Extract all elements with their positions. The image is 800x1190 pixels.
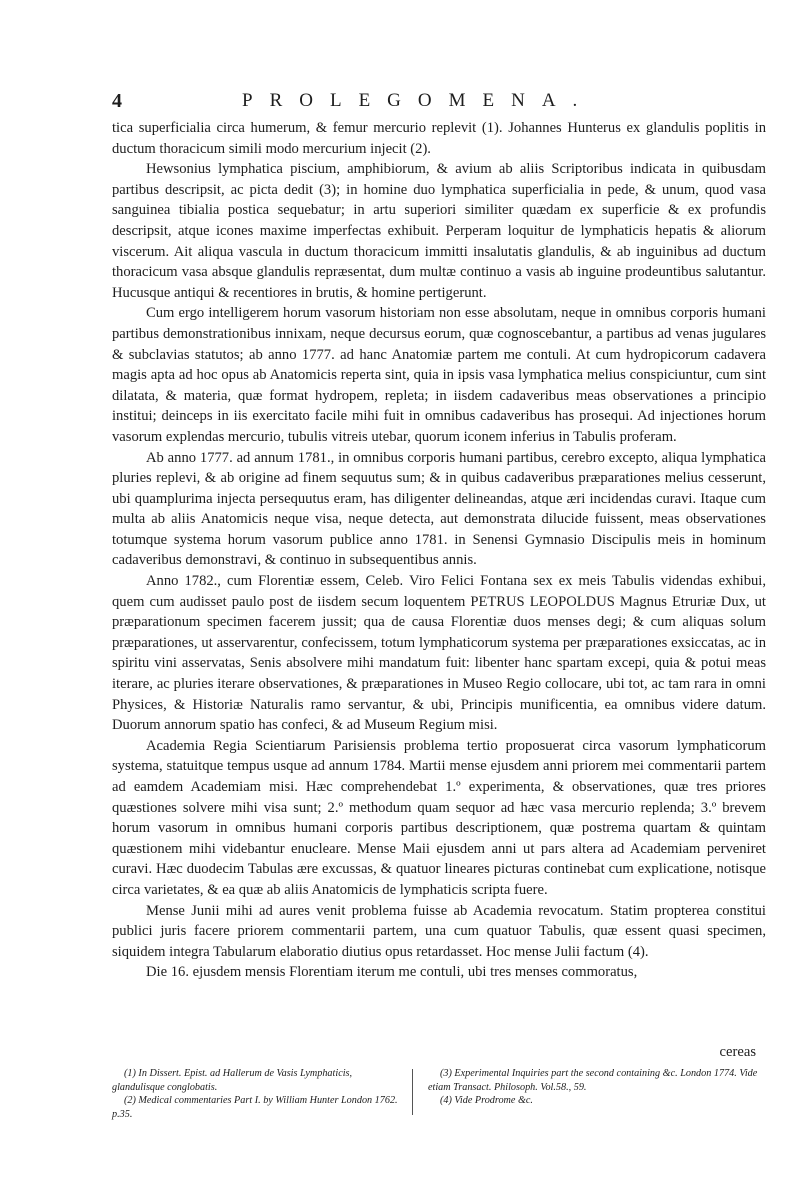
paragraph: Ab anno 1777. ad annum 1781., in omnibus corporis humani partibus, cerebro excepto, aliqua lymphatica pluries replevi, & ab origine ad finem sequutus sum; & in quibus cadaveribus præparationes melius cesserunt, ubi quamplurima injecta persequutus eram, has diligenter delineandas, atque æri incidendas curavi. Itaque cum multa ab aliis Anatomicis neque visa, neque detecta, aut demonstrata dilucide fuissent, meas observationes totumque systema horum vasorum publice anno 1781. in Senensi Gymnasio Discipulis meis in hominum cadaveribus demonstravi, & continuo in subsequentibus annis. [112, 449, 766, 569]
paragraph: Hewsonius lymphatica piscium, amphibiorum, & avium ab aliis Scriptoribus indicata in quibusdam partibus descripsit, ac picta dedit (3); in homine duo lymphatica superficialia in pede, & unum, quod vasa sanguinea tibialia postica sequebatur; in artu superiori similiter quædam ex superficie & ex profundis descripsit, atque icones maxime imperfectas exhibuit. Perperam loquitur de lymphaticis hepatis & aliorum viscerum. Ait aliqua vascula in ductum thoracicum immitti insalutatis glandulis, & ab inguinibus ad ductum thoracicum vasa absque glandulis repræsentat, dum multæ continuo a vasis ab inguine prodeuntibus salutantur. Hucusque antiqui & recentiores in brutis, & homine pertigerunt. [112, 161, 766, 301]
footnote-divider [412, 1069, 413, 1115]
footnote: (4) Vide Prodrome &c. [440, 1095, 533, 1106]
paragraph: Anno 1782., cum Florentiæ essem, Celeb. Viro Felici Fontana sex ex meis Tabulis videndas exhibui, quem cum audisset paulo post de iisdem secum loquentem PETRUS LEOPOLDUS Magnus Etruriæ Dux, ut præparationum specimen facerem jussit; qua de causa Florentiæ duos menses degi; & cum aliquas solum præparationes, ut asservarentur, confecissem, totum lymphaticorum systema per præparationes exsiccatas, ac in spiritu vini asservatas, Senis absolvere mihi mandatum fuit: libenter hanc spartam excepi, quia & potui meas iterare, ac pluries iterare observationes, & præparationes in Museo Regio collocare, ubi tot, ac tam rara in omni Physices, & Historiæ Naturalis ramo servantur, & ubi, Principis munificentia, ea omnibus videre datum. Duorum annorum spatio has confeci, & ad Museum Regium misi. [112, 573, 766, 734]
paragraph: Academia Regia Scientiarum Parisiensis problema tertio proposuerat circa vasorum lymphaticorum systema, statuitque tempus usque ad annum 1784. Martii mense ejusdem anni priorem mei commentarii partem ad eamdem Academiam misi. Hæc comprehendebat 1.º experimenta, & observationes, quæ tres priores quæstiones solvere mihi visa sunt; 2.º methodum quam sequor ad hæc vasa mercurio replenda; 3.º brevem horum vasorum in omnibus humani corporis partibus descriptionem, quæ postrema quartam & quintam quæstionem mihi videbantur enucleare. Mense Maii ejusdem anni ut pars altera ad Academiam perveniret curavi. Hæc duodecim Tabulas ære excussas, & quatuor lineares picturas continebat cum explicatione, notisque circa varietates, & ea quæ ab aliis Anatomicis de lymphaticis scripta fuere. [112, 737, 766, 898]
body-text [112, 118, 766, 983]
footnotes [112, 1067, 760, 1120]
paragraph: Die 16. ejusdem mensis Florentiam iterum me contuli, ubi tres menses commoratus, [146, 964, 638, 981]
footnotes-right-column [428, 1067, 758, 1108]
catchword: cereas [719, 1044, 756, 1060]
footnote: (3) Experimental Inquiries part the second containing &c. London 1774. Vide etiam Transact. Philosoph. Vol.58., 59. [428, 1068, 758, 1093]
paragraph: tica superficialia circa humerum, & femur mercurio replevit (1). Johannes Hunterus ex glandulis poplitis in ductum thoracicum simili modo mercurium injecit (2). [112, 120, 766, 157]
paragraph: Mense Junii mihi ad aures venit problema fuisse ab Academia revocatum. Statim propterea constitui publici juris facere priorem commentarii partem, una cum quatuor Tabulis, quæ essent quasi specimen, siquidem integra Tabularum elaboratio diutius opus retardasset. Hoc mense Julii factum (4). [112, 902, 766, 960]
footnotes-left-column [112, 1067, 402, 1121]
page-number: 4 [112, 90, 122, 112]
running-title: PROLEGOMENA. [242, 90, 595, 111]
footnote: (1) In Dissert. Epist. ad Hallerum de Vasis Lymphaticis, glandulisque conglobatis. [112, 1068, 353, 1093]
paragraph: Cum ergo intelligerem horum vasorum historiam non esse absolutam, neque in omnibus corporis humani partibus demonstrationibus innixam, neque decursus eorum, quæ cognoscebantur, a partibus ad venas jugulares & subclavias statutos; ab anno 1777. ad hanc Anatomiæ partem me contuli. At cum hydropicorum cadavera magis apta ad hoc opus ab Anatomicis reperta sint, quia in ipsis vasa lymphatica melius conspiciuntur, cum sint dilatata, & materia, quæ format hydropem, repleta; in iisdem cadaveribus meas observationes a principio institui; deinceps in iis exercitato facile mihi fuit in omnibus cadaveribus has prosequi. Ad injectiones horum vasorum explendas mercurio, tubulis vitreis utebar, quorum iconem inferius in Tabulis proferam. [112, 305, 766, 445]
page-header [112, 90, 762, 114]
footnote: (2) Medical commentaries Part I. by William Hunter London 1762. p.35. [112, 1095, 398, 1120]
